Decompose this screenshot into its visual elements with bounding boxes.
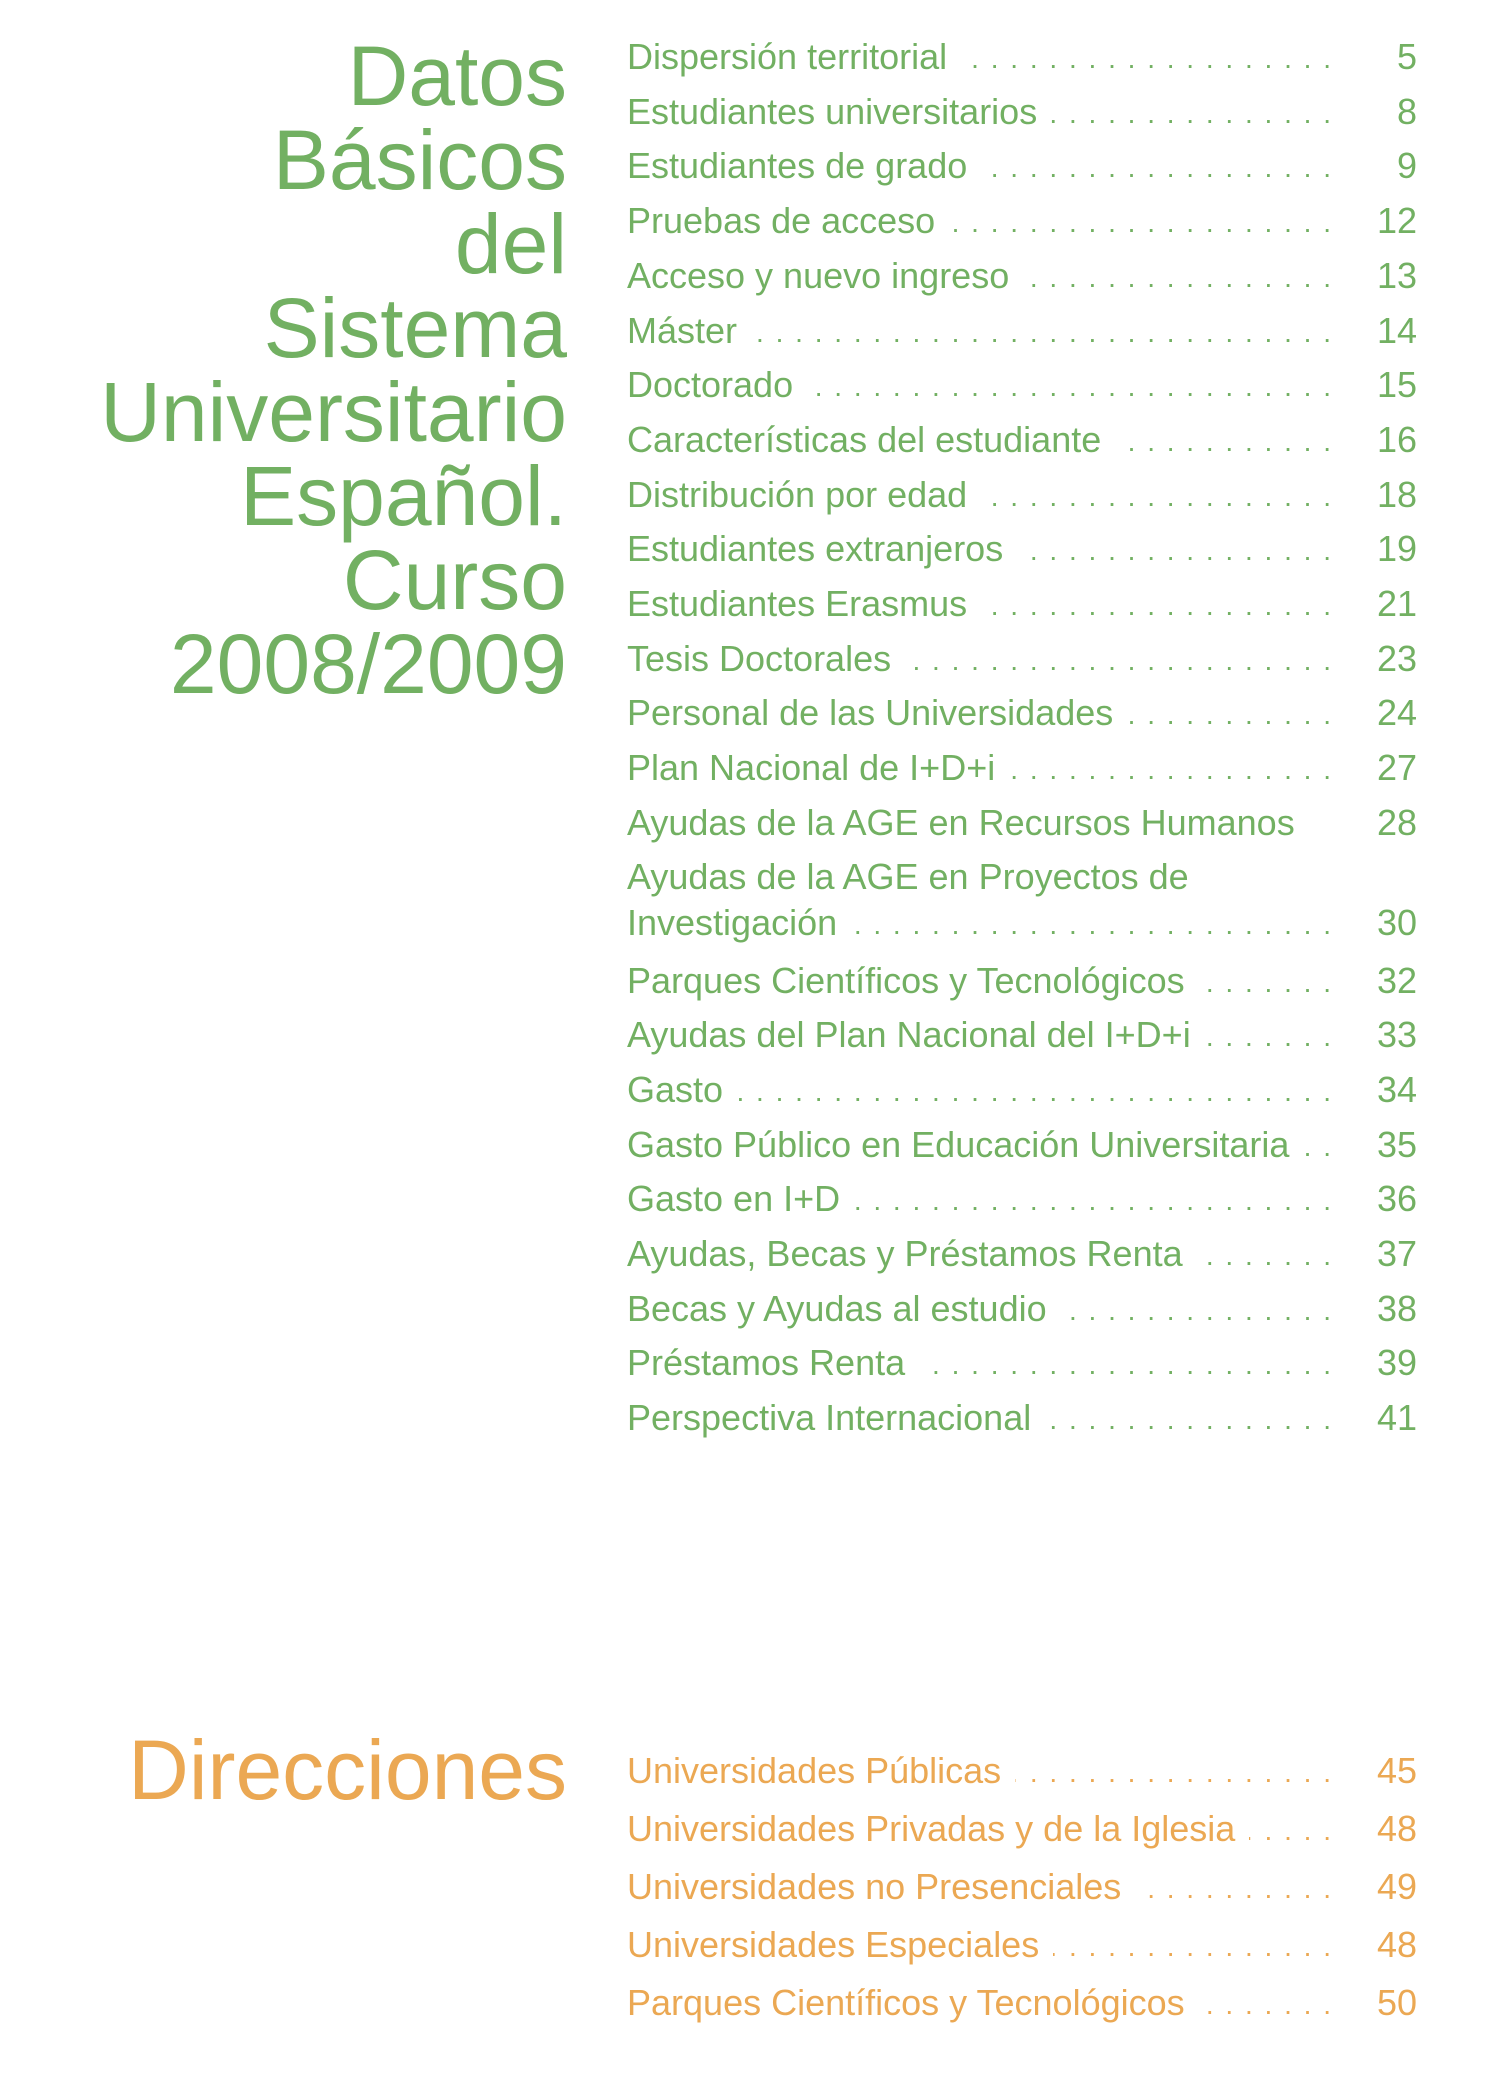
toc-entry-label: Parques Científicos y Tecnológicos: [627, 1982, 1185, 2023]
dot-leader: [1017, 541, 1333, 577]
toc-entry-label: Universidades Especiales: [627, 1924, 1040, 1965]
toc-entry-label: Ayudas de la AGE en Recursos Humanos: [627, 801, 1295, 843]
toc-entry-page: 39: [1376, 1342, 1417, 1384]
toc-entry-label: Estudiantes universitarios: [627, 90, 1038, 132]
toc-entry[interactable]: [627, 1282, 1417, 1337]
toc-entry-label: Gasto: [627, 1068, 724, 1110]
dot-leader: [1135, 1880, 1333, 1916]
dot-leader: [981, 158, 1333, 194]
dot-leader: [1199, 1996, 1333, 2032]
dot-leader: [981, 596, 1333, 632]
dot-leader: [1051, 103, 1333, 139]
toc-entry-label: Ayudas del Plan Nacional del I+D+i: [627, 1014, 1191, 1056]
toc-entry-page: 49: [1376, 1866, 1417, 1907]
toc-entry-page: 50: [1376, 1982, 1417, 2023]
toc-entry[interactable]: [627, 851, 1417, 954]
toc-entry[interactable]: [627, 304, 1417, 359]
toc-entry[interactable]: [627, 796, 1417, 851]
title-line: Básicos: [272, 113, 567, 207]
toc-entry[interactable]: [627, 1336, 1417, 1391]
dot-leader: [1127, 705, 1333, 741]
toc-entry-label: Pruebas de acceso: [627, 200, 936, 242]
toc-entry-label: Perspectiva Internacional: [627, 1397, 1032, 1439]
toc-entry-page: 48: [1376, 1808, 1417, 1849]
toc-entry-page: 13: [1376, 254, 1417, 296]
toc-entry-label: Plan Nacional de I+D+i: [627, 747, 996, 789]
dot-leader: [1199, 972, 1333, 1008]
toc-entry-page: 9: [1396, 145, 1417, 187]
toc-entry-page: 32: [1376, 959, 1417, 1001]
title-line: Sistema: [263, 281, 567, 375]
toc-entry[interactable]: [627, 954, 1417, 1009]
toc-entry-page: 45: [1376, 1750, 1417, 1791]
toc-entry-page: 36: [1376, 1178, 1417, 1220]
toc-entry-label: Estudiantes de grado: [627, 145, 968, 187]
toc-entry-label: Personal de las Universidades: [627, 692, 1114, 734]
toc-entry[interactable]: [627, 522, 1417, 577]
title-line: Direcciones: [128, 1723, 567, 1817]
toc-entry-page: 12: [1376, 200, 1417, 242]
toc-entry-page: 24: [1376, 692, 1417, 734]
toc-entry[interactable]: [627, 468, 1417, 523]
toc-entry-label: Distribución por edad: [627, 473, 968, 515]
dot-leader: [949, 213, 1333, 249]
dot-leader: [851, 910, 1333, 946]
toc-entry-label: Doctorado: [627, 364, 794, 406]
toc-entry-page: 5: [1396, 36, 1417, 77]
title-line: Curso: [342, 533, 567, 627]
toc-entry[interactable]: [627, 1008, 1417, 1063]
toc-entry-page: 35: [1376, 1123, 1417, 1165]
toc-entry-page: 48: [1376, 1924, 1417, 1965]
toc-entry-label: Gasto Público en Educación Universitaria: [627, 1123, 1290, 1165]
toc-entry-label: Características del estudiante: [627, 418, 1102, 460]
toc-entry-page: 19: [1376, 528, 1417, 570]
toc-entry-page: 15: [1376, 364, 1417, 406]
toc-entry-page: 28: [1376, 801, 1417, 843]
toc-entry-page: 8: [1396, 90, 1417, 132]
toc-entry[interactable]: [627, 1916, 1417, 1974]
toc-entry-page: 21: [1376, 583, 1417, 625]
toc-entry[interactable]: [627, 632, 1417, 687]
toc-entry[interactable]: [627, 194, 1417, 249]
toc-entry-page: 37: [1376, 1233, 1417, 1275]
dot-leader: [905, 650, 1333, 686]
toc-entry-label: Préstamos Renta: [627, 1342, 906, 1384]
toc-entry-page: 18: [1376, 473, 1417, 515]
toc-entry[interactable]: [627, 686, 1417, 741]
toc-entry-label: Ayudas, Becas y Préstamos Renta: [627, 1233, 1183, 1275]
toc-entry-page: 33: [1376, 1014, 1417, 1056]
toc-entry-page: 16: [1376, 418, 1417, 460]
title-line: Datos: [347, 29, 567, 123]
toc-entry-label: Universidades no Presenciales: [627, 1866, 1122, 1907]
dot-leader: [1205, 1027, 1333, 1063]
title-line: Español.: [240, 449, 567, 543]
toc-entry-page: 30: [1376, 901, 1417, 943]
toc-entry[interactable]: [627, 1742, 1417, 1800]
toc-entry[interactable]: [627, 1858, 1417, 1916]
toc-entry-label: Parques Científicos y Tecnológicos: [627, 959, 1185, 1001]
toc-list-direcciones: [627, 1742, 1417, 2032]
toc-entry[interactable]: [627, 741, 1417, 796]
dot-leader: [1053, 1938, 1333, 1974]
toc-entry[interactable]: [627, 1227, 1417, 1282]
toc-entry[interactable]: [627, 1172, 1417, 1227]
toc-entry[interactable]: [627, 249, 1417, 304]
toc-entry-label: Dispersión territorial: [627, 36, 948, 77]
dot-leader: [1303, 1136, 1333, 1172]
toc-entry[interactable]: [627, 358, 1417, 413]
toc-entry[interactable]: [627, 413, 1417, 468]
dot-leader: [1015, 1764, 1333, 1800]
dot-leader: [961, 49, 1333, 85]
dot-leader: [1197, 1246, 1333, 1282]
toc-entry-page: 23: [1376, 637, 1417, 679]
toc-entry-page: 14: [1376, 309, 1417, 351]
toc-entry[interactable]: [627, 1118, 1417, 1173]
toc-entry-label: Gasto en I+D: [627, 1178, 841, 1220]
dot-leader: [737, 1082, 1333, 1118]
toc-entry-label: Becas y Ayudas al estudio: [627, 1287, 1047, 1329]
dot-leader: [854, 1191, 1333, 1227]
dot-leader: [1115, 432, 1333, 468]
dot-leader: [1061, 1300, 1333, 1336]
toc-entry-page: 34: [1376, 1068, 1417, 1110]
dot-leader: [1045, 1410, 1333, 1446]
toc-entry[interactable]: [627, 1800, 1417, 1858]
toc-entry-page: 41: [1376, 1397, 1417, 1439]
toc-entry-label: Tesis Doctorales: [627, 637, 892, 679]
toc-entry-label: Estudiantes extranjeros: [627, 528, 1004, 570]
toc-entry-label: Acceso y nuevo ingreso: [627, 254, 1010, 296]
title-line: 2008/2009: [169, 617, 567, 711]
toc-entry[interactable]: [627, 85, 1417, 140]
title-line: del: [454, 197, 567, 291]
toc-entry-page: 27: [1376, 747, 1417, 789]
toc-list-datos: [627, 30, 1417, 1446]
toc-entry[interactable]: [627, 1391, 1417, 1446]
toc-entry[interactable]: [627, 1063, 1417, 1118]
toc-entry-label: Máster: [627, 309, 738, 351]
toc-entry[interactable]: [627, 30, 1417, 85]
toc-entry-label: Universidades Privadas y de la Iglesia: [627, 1808, 1236, 1849]
toc-entry-label-line1: Ayudas de la AGE en Proyectos de: [627, 855, 1189, 897]
toc-entry-page: 38: [1376, 1287, 1417, 1329]
toc-entry-label: Universidades Públicas: [627, 1750, 1002, 1791]
toc-entry[interactable]: [627, 1974, 1417, 2032]
section-title-datos-basicos: [100, 29, 567, 711]
toc-entry-label: Estudiantes Erasmus: [627, 583, 968, 625]
dot-leader: [751, 322, 1333, 358]
toc-entry[interactable]: [627, 139, 1417, 194]
dot-leader: [1009, 760, 1333, 796]
dot-leader: [807, 377, 1333, 413]
section-title-direcciones: [128, 1723, 567, 1817]
toc-entry-label: Investigación: [627, 901, 838, 943]
dot-leader: [919, 1355, 1333, 1391]
dot-leader: [981, 486, 1333, 522]
title-line: Universitario: [100, 365, 567, 459]
dot-leader: [1249, 1822, 1333, 1858]
dot-leader: [1023, 268, 1333, 304]
toc-entry[interactable]: [627, 577, 1417, 632]
